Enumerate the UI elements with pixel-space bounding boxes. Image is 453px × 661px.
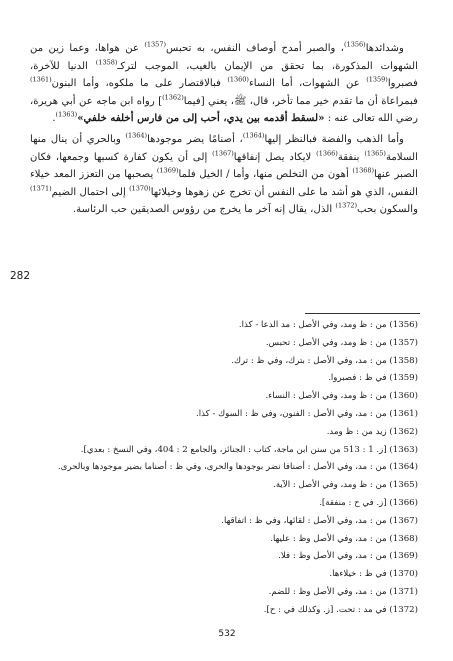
footnote: [30, 584, 418, 602]
text-run: عن هواها، وعما زين من الشهوات المذكورة، بما تحقق من الإيمان بالغيب، الموجب لتركـ: [30, 43, 418, 72]
footnote-number: (1372): [389, 604, 418, 615]
footnote-ref: (1364): [125, 131, 148, 140]
footnote-number: (1369): [389, 551, 418, 562]
footnote: [30, 442, 418, 460]
footnote-number: (1362): [389, 426, 418, 437]
footnote-ref: (1368): [352, 166, 375, 175]
footnote: [30, 513, 418, 531]
footnote-number: (1361): [389, 408, 418, 419]
footnote-number: (1364): [389, 462, 418, 473]
footnote-number: (1366): [389, 497, 418, 508]
text-run: ، أصنامًا يضر موجودها: [147, 133, 243, 145]
footnote: [30, 459, 418, 477]
text-run: فبالاقتصار على ما ملكوه، وأما البنون: [51, 78, 228, 90]
text-run: لايكاد يصل إنفاقها: [233, 151, 317, 163]
text-run: ، والصبر أمدح أوصاف النفس، به تحبس: [166, 43, 345, 54]
footnote-text: [ز. 1 : 513 من سنن ابن ماجة، كتاب : الجنائز، والجامع 2 : 404، وفي النسخ : بعدي].: [80, 444, 390, 455]
text-run: أهون من التخلص منها، وأما / الخيل فلما: [178, 169, 353, 181]
footnote: [30, 602, 418, 620]
footnote-number: (1358): [389, 355, 418, 366]
footnote-ref: (1360): [227, 75, 249, 84]
footnote-text: في ظ : خيلاءها.: [329, 569, 390, 580]
footnote: [30, 424, 418, 442]
footnote-text: [ز. في ح : منفقة].: [319, 497, 390, 508]
footnote-text: في ظ : فصبروا.: [328, 373, 390, 384]
text-run: عن الشهوات، أما النساء: [248, 78, 367, 90]
footnote: [30, 335, 418, 353]
footnote-ref: (1370): [129, 184, 151, 193]
text-run: والسكون بحب: [357, 204, 418, 216]
footnote-text: زيد من : ظ ومد.: [326, 426, 390, 437]
footnote-number: (1356): [389, 320, 418, 330]
footnote-text: من : ظ ومد، وفي الأصل : مد الدعا - كذا.: [238, 320, 390, 330]
footnote-ref: (1371): [30, 184, 52, 193]
page-number: 532: [218, 629, 236, 639]
main-text: [30, 40, 418, 219]
footnote-text: من : ظ ومد، وفي الأصل : تحبس.: [265, 337, 390, 348]
footnote: [30, 406, 418, 424]
footnote-text: من : مد، وفي الأصل وظ : للضم.: [268, 586, 390, 597]
footnote: [30, 317, 418, 335]
footnote-list: [30, 317, 418, 620]
footnote-ref: (1363): [55, 110, 78, 119]
footnote: [30, 548, 418, 566]
text-run: إلى احتمال الضيم: [51, 186, 130, 198]
footnote: [30, 566, 418, 584]
footnote-ref: (1359): [366, 75, 388, 84]
text-run: الدنيا للآخرة، فصبروا: [30, 60, 418, 90]
footnote: [30, 495, 418, 513]
footnote-text: من : مد، وفي الأصل : الفنون، وفي ظ : السوك - كذا.: [196, 408, 390, 419]
text-run: بنفقة: [337, 151, 365, 163]
footnote-ref: (1365): [364, 149, 386, 158]
footnote-number: (1371): [389, 586, 418, 597]
footnote-ref: (1369): [156, 166, 179, 175]
footnote-number: (1359): [389, 373, 418, 384]
hadith-quote: «لسقط أقدمه بين يدي، أحب إلى من فارس أخلفه خلفي»: [77, 112, 325, 125]
text-run: وشدائدها: [365, 43, 404, 54]
footnote: [30, 531, 418, 549]
paragraph: [30, 40, 418, 128]
text-run: وأما الذهب والفضة فبالنظر إليها: [264, 133, 404, 145]
footnote-ref: (1364): [242, 131, 265, 140]
text-run: الذل، يقال إنه آخر ما يخرج من رؤوس الصديقين حب الرئاسة.: [72, 204, 336, 216]
paragraph: [30, 131, 418, 219]
footnote-number: (1360): [389, 391, 418, 402]
footnote: [30, 370, 418, 388]
footnote-text: من : ظ ومد، وفي الأصل : الآية.: [273, 480, 390, 491]
footnote-ref: (1361): [30, 75, 52, 84]
footnote: [30, 353, 418, 371]
footnote: [30, 477, 418, 495]
footnote-ref: (1357): [144, 40, 166, 49]
footnote-number: (1365): [389, 480, 418, 491]
footnote: [30, 388, 418, 406]
footnote-ref: (1367): [212, 149, 234, 158]
footnote-text: من : مد، وفي الأصل : أصنافا نضر بوجودها والحرى، وفي ظ : أصناما بضير موجودها وبالحرى.: [58, 462, 390, 473]
footnote-text: من : ظ ومد، وفي الأصل : النساء.: [265, 391, 390, 402]
text-run: فبمراعاة أن ما تقدم خير مما تأخر، قال، ﷺ، يعني [فيما: [183, 95, 418, 107]
footnote-number: (1368): [389, 533, 418, 544]
footnote-ref: (1372): [335, 201, 358, 210]
footnote-ref: (1366): [316, 149, 338, 158]
footnote-number: (1367): [389, 515, 418, 526]
footnote-number: (1357): [389, 337, 418, 348]
footnote-ref: (1356): [344, 40, 366, 49]
footnote-text: من : مد، وفي الأصل وظ : فلا.: [278, 551, 390, 562]
text-run: .: [52, 113, 56, 125]
footnote-ref: (1358): [95, 58, 118, 67]
marginal-page-number: 282: [10, 270, 31, 282]
footnote-text: من : مد، وفي الأصل : لقائها، وفي ظ : اتفاقها.: [221, 515, 390, 526]
footnote-text: في مد : تحت. [ز. وكذلك في : ح].: [263, 604, 390, 615]
footnote-ref: (1362): [162, 93, 184, 102]
text-run: ] رواه ابن ماجه عن أبي هريرة، رضي الله تعالى عنه :: [30, 95, 418, 125]
footnote-text: من : مد، وفي الأصل : بترك، وفي ظ : ترك.: [231, 355, 390, 366]
footnote-text: من : مد، وفي الأصل وظ : عليها.: [270, 533, 390, 544]
footnote-number: (1363): [389, 444, 418, 455]
footnote-number: (1370): [389, 569, 418, 580]
text-run: إلى أن يكون كفارة كسبها وجمعها، فكان الصبر عنها: [30, 151, 418, 181]
text-run: وبالحري أن ينال منها السلامة: [30, 133, 418, 163]
text-run: يصحبها من التعزز المعد خيلاء النفس، الذي هو أشد ما على النفس أن تخرج عن زهوها وخيلائها: [30, 169, 418, 198]
footnote-divider: [305, 313, 420, 314]
